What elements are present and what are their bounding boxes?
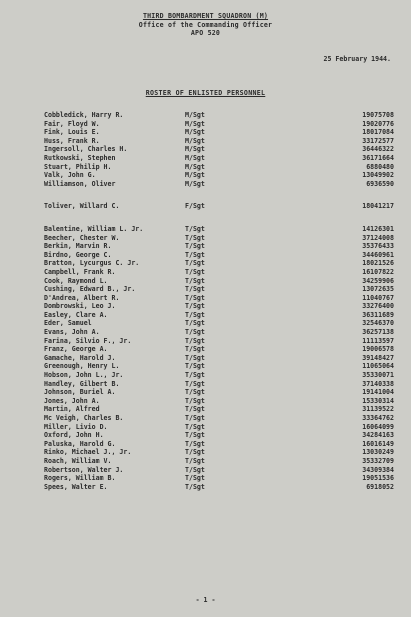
serial-number: 19141004 [362, 388, 394, 397]
roster-row [44, 431, 394, 440]
roster-row [44, 457, 394, 466]
person-name: Greenough, Henry L. [44, 362, 120, 371]
person-name: Eder, Samuel [44, 319, 92, 328]
person-name: Huss, Frank R. [44, 136, 100, 145]
serial-number: 18041217 [362, 202, 394, 211]
serial-number: 18021526 [362, 259, 394, 268]
serial-number: 34284163 [362, 431, 394, 440]
serial-number: 6936590 [366, 179, 394, 188]
serial-number: 32546370 [362, 319, 394, 328]
person-rank: T/Sgt [185, 224, 205, 233]
person-name: Farina, Silvio F., Jr. [44, 336, 132, 345]
person-name: Cobbledick, Harry R. [44, 111, 124, 119]
roster-row [44, 111, 394, 120]
roster-title: ROSTER OF ENLISTED PERSONNEL [145, 89, 266, 97]
person-name: D'Andrea, Albert R. [44, 293, 120, 302]
serial-number: 33172577 [362, 136, 394, 145]
roster-row [44, 234, 394, 243]
serial-number: 13049902 [362, 171, 394, 180]
person-name: Mc Veigh, Charles B. [44, 414, 124, 422]
roster-row [44, 388, 394, 397]
roster-row [44, 277, 394, 286]
person-name: Miller, Livio D. [44, 422, 108, 431]
person-rank: M/Sgt [185, 119, 205, 128]
person-name: Roach, William V. [44, 456, 112, 465]
roster-row [44, 259, 394, 268]
roster-row [44, 268, 394, 277]
person-name: Fair, Floyd W. [44, 119, 100, 128]
roster-row [44, 319, 394, 328]
roster-row [44, 120, 394, 129]
person-name: Fink, Louis E. [44, 128, 100, 137]
roster-row [44, 466, 394, 475]
roster-row [44, 225, 394, 234]
person-rank: T/Sgt [185, 405, 205, 414]
person-name: Franz, George A. [44, 345, 108, 354]
person-rank: T/Sgt [185, 396, 205, 405]
serial-number: 19020776 [362, 119, 394, 128]
roster-row [44, 145, 394, 154]
person-rank: M/Sgt [185, 162, 205, 171]
person-name: Paluska, Harold G. [44, 439, 116, 448]
serial-number: 13030249 [362, 448, 394, 457]
roster-row [44, 397, 394, 406]
person-name: Gamache, Harold J. [44, 353, 116, 362]
serial-number: 19051536 [362, 474, 394, 483]
serial-number: 16107822 [362, 267, 394, 276]
person-rank: T/Sgt [185, 328, 205, 337]
roster-row [44, 202, 394, 211]
roster-row [44, 337, 394, 346]
roster-row [44, 483, 394, 492]
person-rank: T/Sgt [185, 233, 205, 242]
unit-heading: THIRD BOMBARDMENT SQUADRON (M) [142, 12, 269, 20]
person-rank: M/Sgt [185, 136, 205, 145]
person-name: Jones, John A. [44, 396, 100, 405]
person-name: Berkin, Marvin R. [44, 242, 112, 251]
roster-row [44, 405, 394, 414]
person-rank: F/Sgt [185, 202, 205, 211]
person-name: Beecher, Chester W. [44, 233, 120, 242]
person-name: Balentine, William L. Jr. [44, 224, 144, 233]
roster-row [44, 128, 394, 137]
roster-row [44, 354, 394, 363]
person-name: Birdno, George C. [44, 250, 112, 259]
serial-number: 35330071 [362, 371, 394, 380]
serial-number: 34259906 [362, 276, 394, 285]
serial-number: 35376433 [362, 242, 394, 251]
person-rank: M/Sgt [185, 145, 205, 154]
roster-row [44, 302, 394, 311]
roster-row [44, 423, 394, 432]
person-rank: T/Sgt [185, 302, 205, 311]
person-rank: T/Sgt [185, 414, 205, 422]
roster-row [44, 251, 394, 260]
person-name: Ingersoll, Charles H. [44, 145, 128, 154]
person-name: Johnson, Buriel A. [44, 388, 116, 397]
person-rank: T/Sgt [185, 259, 205, 268]
serial-number: 6918052 [366, 482, 394, 491]
person-name: Robertson, Walter J. [44, 465, 124, 474]
person-rank: T/Sgt [185, 293, 205, 302]
person-name: Dombrowski, Leo J. [44, 302, 116, 311]
person-rank: T/Sgt [185, 431, 205, 440]
serial-number: 16064099 [362, 422, 394, 431]
serial-number: 19006578 [362, 345, 394, 354]
roster-row [44, 414, 394, 423]
person-name: Cook, Raymond L. [44, 276, 108, 285]
apo-heading: APO 520 [190, 29, 221, 37]
roster-row [44, 180, 394, 189]
person-name: Rutkowski, Stephen [44, 153, 116, 162]
person-rank: M/Sgt [185, 128, 205, 137]
roster-row [44, 380, 394, 389]
roster-row [44, 171, 394, 180]
serial-number: 19075708 [362, 111, 394, 119]
group-first-sergeants [44, 202, 394, 211]
person-rank: M/Sgt [185, 171, 205, 180]
person-name: Evans, John A. [44, 328, 100, 337]
serial-number: 13072635 [362, 285, 394, 294]
person-rank: T/Sgt [185, 456, 205, 465]
person-rank: T/Sgt [185, 336, 205, 345]
person-name: Spees, Walter E. [44, 482, 108, 491]
serial-number: 31139522 [362, 405, 394, 414]
person-name: Easley, Clare A. [44, 310, 108, 319]
roster-row [44, 362, 394, 371]
person-rank: T/Sgt [185, 379, 205, 388]
serial-number: 14126301 [362, 224, 394, 233]
person-rank: T/Sgt [185, 422, 205, 431]
person-rank: T/Sgt [185, 353, 205, 362]
serial-number: 36171664 [362, 153, 394, 162]
person-rank: T/Sgt [185, 267, 205, 276]
serial-number: 11065064 [362, 362, 394, 371]
roster-row [44, 294, 394, 303]
serial-number: 11113597 [362, 336, 394, 345]
roster-row [44, 345, 394, 354]
serial-number: 11040767 [362, 293, 394, 302]
person-name: Valk, John G. [44, 171, 96, 180]
serial-number: 35332709 [362, 456, 394, 465]
person-rank: T/Sgt [185, 319, 205, 328]
person-name: Rinko, Michael J., Jr. [44, 448, 132, 457]
person-name: Bratton, Lycurgus C. Jr. [44, 259, 140, 268]
person-name: Stuart, Philip H. [44, 162, 112, 171]
roster-row [44, 154, 394, 163]
roster-list [44, 111, 394, 491]
roster-row [44, 242, 394, 251]
person-rank: T/Sgt [185, 242, 205, 251]
person-rank: M/Sgt [185, 179, 205, 188]
person-name: Oxford, John H. [44, 431, 104, 440]
serial-number: 36446322 [362, 145, 394, 154]
serial-number: 18017084 [362, 128, 394, 137]
roster-row [44, 448, 394, 457]
serial-number: 33276400 [362, 302, 394, 311]
page-number: - 1 - [195, 596, 216, 604]
group-master-sergeants [44, 111, 394, 188]
roster-row [44, 285, 394, 294]
person-rank: T/Sgt [185, 250, 205, 259]
serial-number: 33364762 [362, 414, 394, 422]
person-name: Campbell, Frank R. [44, 267, 116, 276]
serial-number: 6880480 [366, 162, 394, 171]
roster-row [44, 163, 394, 172]
person-rank: T/Sgt [185, 371, 205, 380]
person-rank: T/Sgt [185, 285, 205, 294]
serial-number: 36311689 [362, 310, 394, 319]
person-rank: T/Sgt [185, 439, 205, 448]
person-rank: T/Sgt [185, 465, 205, 474]
serial-number: 36257138 [362, 328, 394, 337]
serial-number: 37124008 [362, 233, 394, 242]
roster-row [44, 371, 394, 380]
roster-row [44, 137, 394, 146]
person-rank: T/Sgt [185, 310, 205, 319]
person-rank: T/Sgt [185, 276, 205, 285]
person-name: Toliver, Willard C. [44, 202, 120, 211]
serial-number: 37140338 [362, 379, 394, 388]
person-rank: T/Sgt [185, 482, 205, 491]
roster-row [44, 474, 394, 483]
person-rank: M/Sgt [185, 153, 205, 162]
roster-row [44, 440, 394, 449]
person-name: Martin, Alfred [44, 405, 100, 414]
serial-number: 34460961 [362, 250, 394, 259]
person-rank: T/Sgt [185, 448, 205, 457]
office-heading: Office of the Commanding Officer [138, 21, 273, 29]
person-rank: T/Sgt [185, 362, 205, 371]
serial-number: 15330314 [362, 396, 394, 405]
person-rank: T/Sgt [185, 474, 205, 483]
person-name: Hobson, John L., Jr. [44, 371, 124, 380]
roster-row [44, 311, 394, 320]
person-name: Williamson, Oliver [44, 179, 116, 188]
document-date: 25 February 1944. [323, 55, 391, 63]
person-rank: T/Sgt [185, 345, 205, 354]
person-name: Handley, Gilbert B. [44, 379, 120, 388]
person-rank: M/Sgt [185, 111, 205, 119]
group-technical-sergeants [44, 225, 394, 491]
serial-number: 16016149 [362, 439, 394, 448]
person-name: Rogers, William B. [44, 474, 116, 483]
person-rank: T/Sgt [185, 388, 205, 397]
person-name: Cushing, Edward B., Jr. [44, 285, 136, 294]
roster-row [44, 328, 394, 337]
serial-number: 34309384 [362, 465, 394, 474]
serial-number: 39148427 [362, 353, 394, 362]
